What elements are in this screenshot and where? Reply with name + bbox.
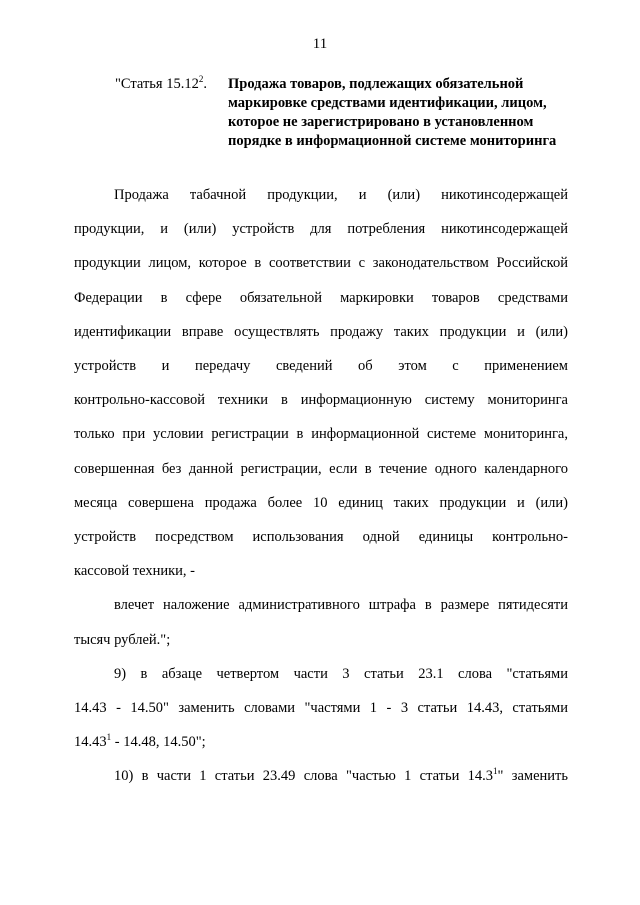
article-label-sup: 2 <box>198 74 204 84</box>
page-number: 11 <box>312 36 328 52</box>
text-fragment: 14.43 <box>74 734 107 751</box>
text-line: Федерации в сфере обязательной маркировки товаров средствами <box>74 289 568 306</box>
text-line: влечет наложение административного штрафа в размере пятидесяти <box>114 597 568 614</box>
text-fragment: - 14.48, 14.50"; <box>111 734 206 751</box>
text-line: устройств посредством использования одной единицы контрольно- <box>74 529 568 546</box>
article-title: Продажа товаров, подлежащих обязательной маркировке средствами идентификации, лицом, которое не зарегистрировано в установленном порядке в информационной системе мониторинга <box>228 76 557 149</box>
superscript: 1 <box>106 732 112 743</box>
article-label-text: "Статья 15.12 <box>115 76 199 92</box>
text-line: месяца совершена продажа более 10 единиц таких продукции и (или) <box>74 494 568 511</box>
text-line <box>74 759 568 793</box>
text-line: идентификации вправе осуществлять продажу таких продукции и (или) <box>74 323 568 340</box>
superscript: 1 <box>493 766 498 777</box>
text-line: контрольно-кассовой техники в информационную систему мониторинга <box>74 392 568 409</box>
text-line: тысяч рублей."; <box>74 631 171 648</box>
text-line: продукции лицом, которое в соответствии с законодательством Российской <box>74 255 568 272</box>
text-line <box>74 725 568 759</box>
text-line: только при условии регистрации в информационной системе мониторинга, <box>74 426 568 443</box>
paragraph-3 <box>74 657 568 760</box>
paragraph-2 <box>74 588 568 656</box>
text-fragment: 10) в части 1 статьи 23.49 слова "частью 1 статьи 14.3 <box>114 768 494 785</box>
article-label-end: . <box>203 76 207 92</box>
text-line: 9) в абзаце четвертом части 3 статьи 23.1 слова "статьями <box>114 665 568 682</box>
paragraph-1 <box>74 178 568 588</box>
text-line: Продажа табачной продукции, и (или) никотинсодержащей <box>114 187 568 203</box>
text-line: кассовой техники, - <box>74 563 195 580</box>
document-body <box>74 178 568 794</box>
text-line: 14.43 - 14.50" заменить словами "частями 1 - 3 статьи 14.43, статьями <box>74 700 568 717</box>
text-line: продукции, и (или) устройств для потребления никотинсодержащей <box>74 221 568 238</box>
paragraph-4 <box>74 759 568 793</box>
text-line: устройств и передачу сведений об этом с применением <box>74 358 568 375</box>
text-fragment: " заменить <box>497 768 568 785</box>
text-line: совершенная без данной регистрации, если в течение одного календарного <box>74 460 568 477</box>
article-label <box>115 75 207 94</box>
